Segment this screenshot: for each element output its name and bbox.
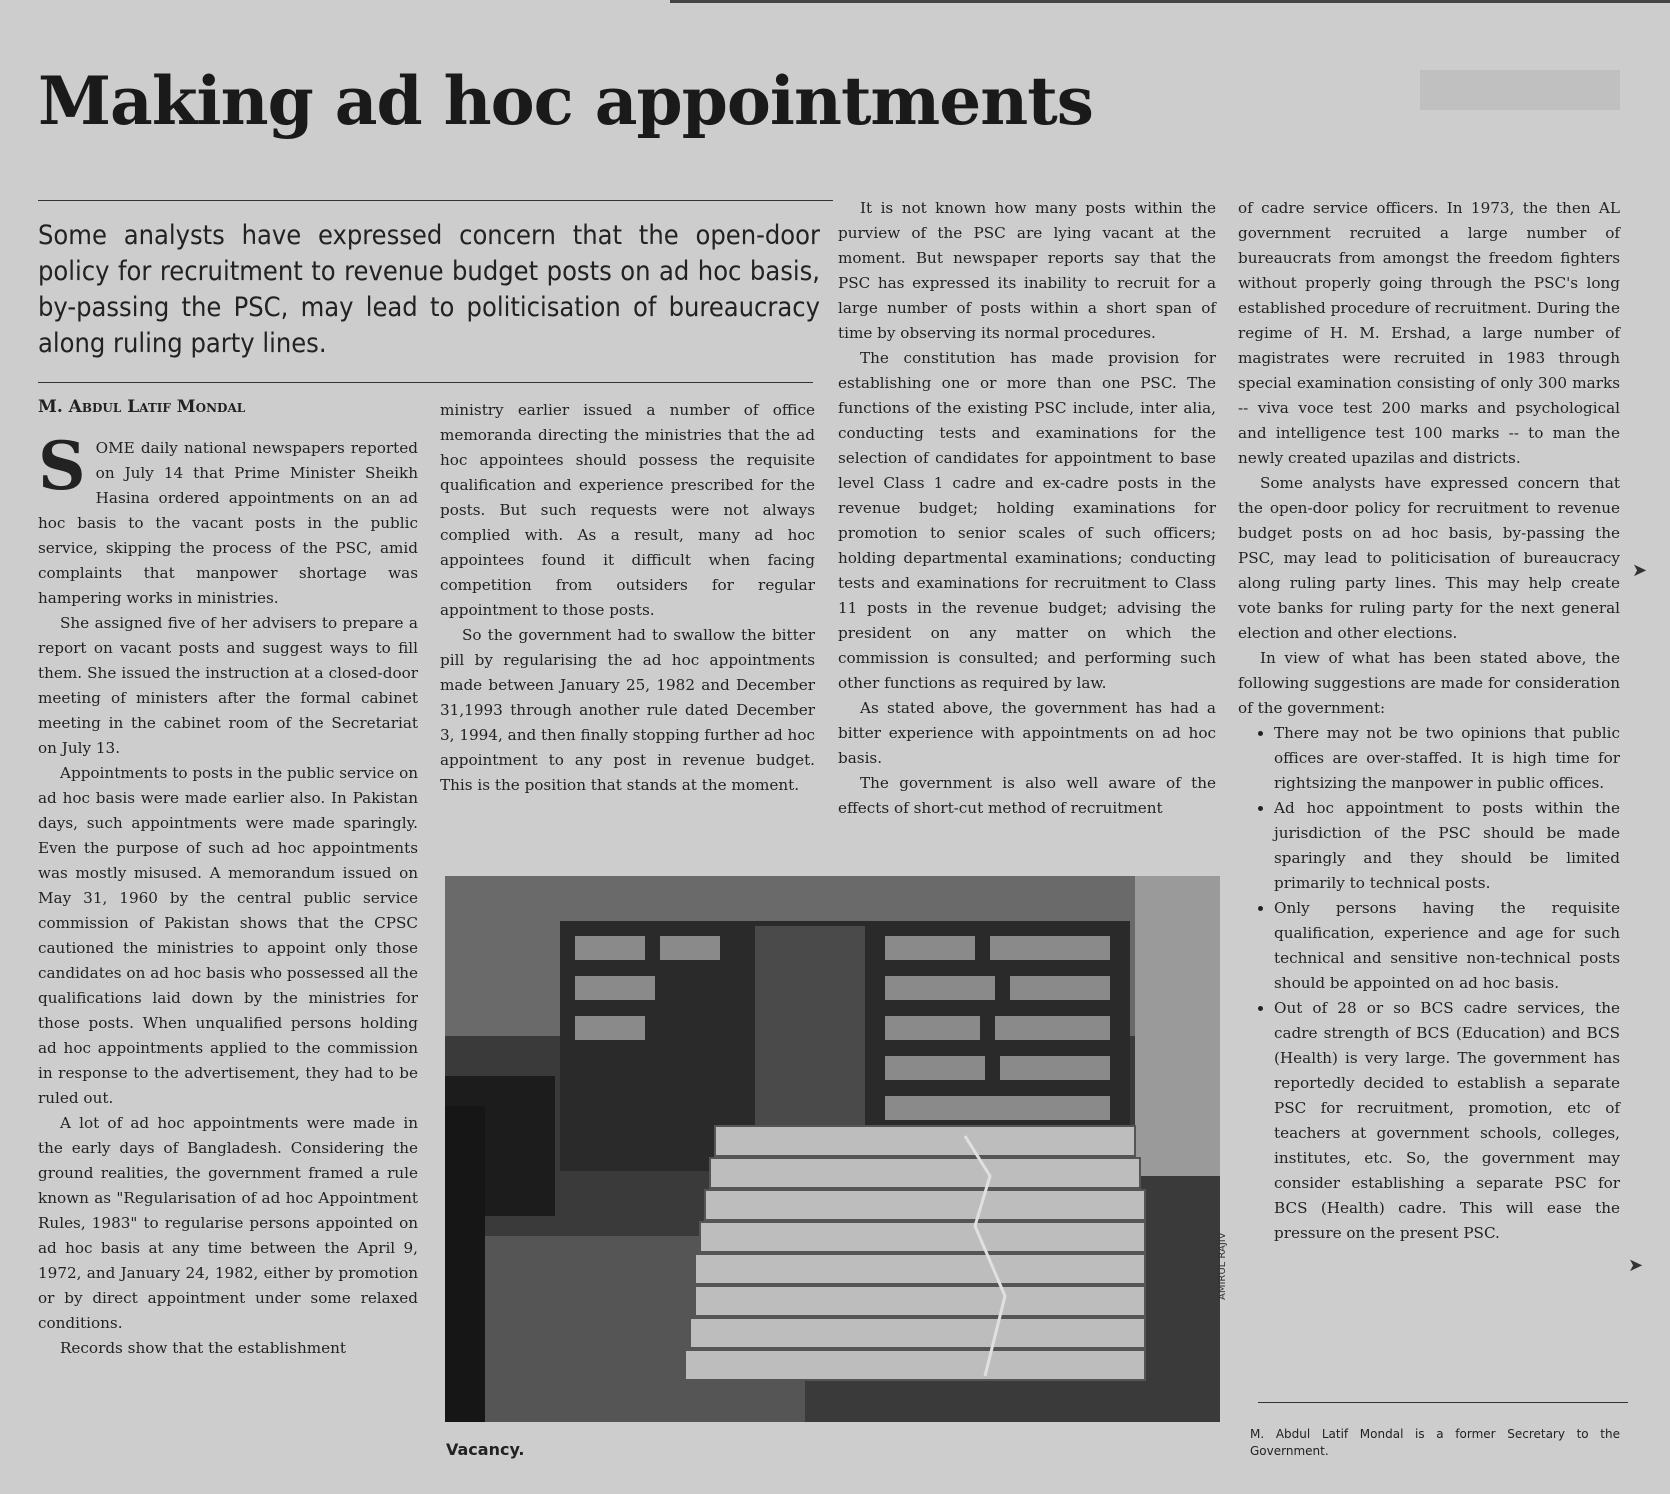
photo-caption: Vacancy. bbox=[446, 1440, 525, 1459]
paragraph: A lot of ad hoc appointments were made in the early days of Bangladesh. Considering the ground realities, the government framed a rule known as "Regularisation of ad hoc Appointment Rules, 1983" to regularise persons appointed on ad hoc basis at any time between the April 9, 1972, and January 24, 1982, either by promotion or by direct appointment under some relaxed conditions. bbox=[38, 1114, 418, 1332]
deck-top-rule bbox=[38, 200, 833, 201]
suggestion-list bbox=[1238, 721, 1620, 1246]
article-headline: Making ad hoc appointments bbox=[38, 62, 1093, 140]
photo-office-files-illustration bbox=[445, 876, 1220, 1422]
article-deck: Some analysts have expressed concern that the open-door policy for recruitment to revenue budget posts on ad hoc basis, by-passing the PSC, may lead to politicisation of bureaucracy along ruling party lines. bbox=[38, 220, 820, 359]
bleed-through-shadow bbox=[1420, 70, 1620, 110]
suggestion-item: • Ad hoc appointment to posts within the jurisdiction of the PSC should be made sparingly and they should be limited primarily to technical posts. bbox=[1274, 796, 1620, 896]
photo-credit: AMIRUL RAJIV bbox=[1217, 1232, 1228, 1300]
lead-paragraph bbox=[38, 427, 418, 611]
paragraph: of cadre service officers. In 1973, the then AL government recruited a large number of bureaucrats from amongst the freedom fighters without properly going through the PSC's long established procedure of recruitment. During the regime of H. M. Ershad, a large number of magistrates were recruited in 1983 through special examination consisting of only 300 marks -- viva voce test 200 marks and psychological and intelligence test 100 marks -- to man the newly created upazilas and districts. bbox=[1238, 199, 1620, 467]
paragraph: So the government had to swallow the bitter pill by regularising the ad hoc appointments made between January 25, 1982 and December 31,1993 through another rule dated December 3, 1994, and then finally stopping further ad hoc appointment to any post in revenue budget. This is the position that stands at the moment. bbox=[440, 626, 815, 794]
suggestion-item: • Only persons having the requisite qualification, experience and age for such technical and sensitive non-technical posts should be appointed on ad hoc basis. bbox=[1274, 896, 1620, 996]
paragraph: As stated above, the government has had a bitter experience with appointments on ad hoc basis. bbox=[838, 699, 1216, 767]
article-byline: M. Abdul Latif Mondal bbox=[38, 397, 246, 417]
suggestion-item: • There may not be two opinions that public offices are over-staffed. It is high time for rightsizing the manpower in public offices. bbox=[1274, 721, 1620, 796]
paragraph: The constitution has made provision for establishing one or more than one PSC. The functions of the existing PSC include, inter alia, conducting tests and examinations for the selection of candidates for appointment to base level Class 1 cadre and ex-cadre posts in the revenue budget; holding examinations for promotion to senior scales of such officers; holding departmental examinations; conducting tests and examinations for recruitment to Class 11 posts in the revenue budget; advising the president on any matter on which the commission is consulted; and performing such other functions as required by law. bbox=[838, 349, 1216, 692]
margin-mark: ➤ bbox=[1632, 560, 1648, 581]
top-border-rule bbox=[670, 0, 1670, 3]
paragraph: Records show that the establishment bbox=[60, 1339, 347, 1357]
deck-bottom-rule bbox=[38, 382, 813, 383]
column-2 bbox=[440, 398, 815, 798]
suggestion-item: • Out of 28 or so BCS cadre services, the cadre strength of BCS (Education) and BCS (Health) is very large. The government has reportedly decided to establish a separate PSC for recruitment, promotion, etc of teachers at government schools, colleges, institutes, etc. So, the government may consider establishing a separate PSC for BCS (Health) cadre. This will ease the pressure on the present PSC. bbox=[1274, 996, 1620, 1246]
column-1 bbox=[38, 427, 418, 1361]
column-3 bbox=[838, 196, 1216, 821]
paragraph: Some analysts have expressed concern that the open-door policy for recruitment to revenue budget posts on ad hoc basis, by-passing the PSC, may lead to politicisation of bureaucracy along ruling party lines. This may help create vote banks for ruling party for the next general election and other elections. bbox=[1238, 474, 1620, 642]
paragraph: In view of what has been stated above, the following suggestions are made for consideration of the government: bbox=[1238, 649, 1620, 717]
paragraph: Appointments to posts in the public service on ad hoc basis were made earlier also. In Pakistan days, such appointments were made sparingly. Even the purpose of such ad hoc appointments was mostly misused. A memorandum issued on May 31, 1960 by the central public service commission of Pakistan shows that the CPSC cautioned the ministries to appoint only those candidates on ad hoc basis who possessed all the qualifications laid down by the ministries for those posts. When unqualified persons holding ad hoc appointments applied to the commission in response to the advertisement, they had to be ruled out. bbox=[38, 764, 418, 1107]
column-4 bbox=[1238, 196, 1620, 1246]
author-note: M. Abdul Latif Mondal is a former Secretary to the Government. bbox=[1250, 1427, 1620, 1458]
lead-paragraph-text: OME daily national newspapers reported on July 14 that Prime Minister Sheikh Hasina ordered appointments on an ad hoc basis to the vacant posts in the public service, skipping the process of the PSC, amid complaints that manpower shortage was hampering works in ministries. bbox=[38, 439, 418, 607]
paragraph: ministry earlier issued a number of office memoranda directing the ministries that the ad hoc appointees should possess the requisite qualification and experience prescribed for the posts. But such requests were not always complied with. As a result, many ad hoc appointees found it difficult when facing competition from outsiders for regular appointment to those posts. bbox=[440, 401, 815, 619]
paragraph: She assigned five of her advisers to prepare a report on vacant posts and suggest ways to fill them. She issued the instruction at a closed-door meeting of ministers after the formal cabinet meeting in the cabinet room of the Secretariat on July 13. bbox=[38, 614, 418, 757]
drop-cap: S bbox=[38, 427, 86, 505]
margin-mark: ➤ bbox=[1628, 1255, 1644, 1276]
paragraph: The government is also well aware of the effects of short-cut method of recruitment bbox=[838, 774, 1216, 817]
article-photo bbox=[445, 876, 1220, 1422]
author-note-rule bbox=[1258, 1402, 1628, 1403]
paragraph: It is not known how many posts within the purview of the PSC are lying vacant at the moment. But newspaper reports say that the PSC has expressed its inability to recruit for a large number of posts within a short span of time by observing its normal procedures. bbox=[838, 199, 1216, 342]
